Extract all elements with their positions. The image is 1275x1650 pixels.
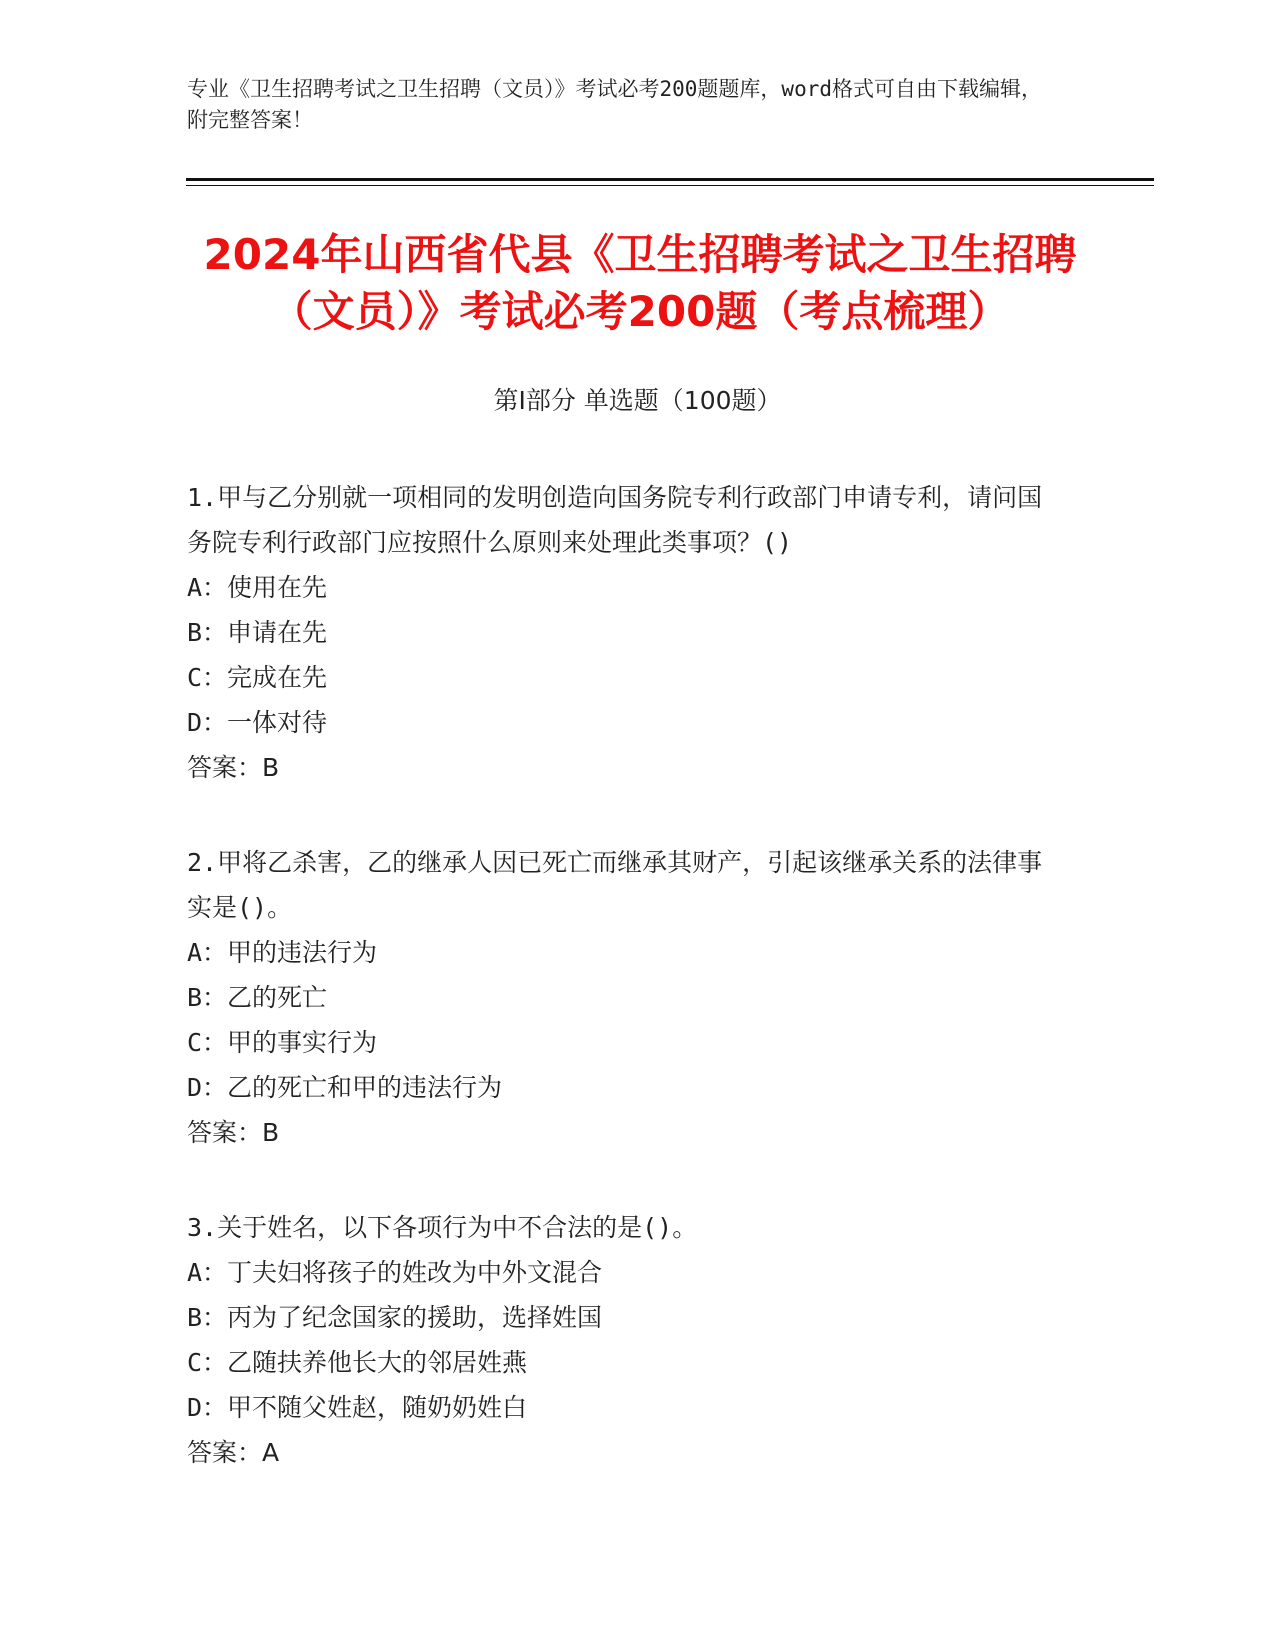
option-d: D：甲不随父姓赵，随奶奶姓白 — [187, 1393, 528, 1422]
option-c: C：完成在先 — [187, 663, 328, 692]
answer: 答案：B — [187, 1118, 280, 1147]
question-2 — [187, 840, 1067, 1155]
question-stem: 2.甲将乙杀害，乙的继承人因已死亡而继承其财产，引起该继承关系的法律事实是()。 — [187, 848, 1043, 922]
option-b: B：乙的死亡 — [187, 983, 328, 1012]
question-1 — [187, 475, 1067, 790]
option-b: B：申请在先 — [187, 618, 328, 647]
question-stem: 1.甲与乙分别就一项相同的发明创造向国务院专利行政部门申请专利，请问国务院专利行政部门应按照什么原则来处理此类事项？() — [187, 483, 1043, 557]
answer: 答案：A — [187, 1438, 280, 1467]
option-a: A：使用在先 — [187, 573, 328, 602]
answer: 答案：B — [187, 753, 280, 782]
option-d: D：乙的死亡和甲的违法行为 — [187, 1073, 503, 1102]
option-a: A：丁夫妇将孩子的姓改为中外文混合 — [187, 1258, 603, 1287]
question-3 — [187, 1205, 1067, 1475]
header-note: 专业《卫生招聘考试之卫生招聘（文员）》考试必考200题题库，word格式可自由下载编辑，附完整答案！ — [187, 77, 1042, 132]
option-a: A：甲的违法行为 — [187, 938, 378, 967]
question-list — [187, 475, 1067, 1525]
option-c: C：乙随扶养他长大的邻居姓燕 — [187, 1348, 528, 1377]
question-stem: 3.关于姓名，以下各项行为中不合法的是()。 — [187, 1213, 698, 1242]
document-title: 2024年山西省代县《卫生招聘考试之卫生招聘（文员）》考试必考200题（考点梳理） — [203, 230, 1077, 336]
option-c: C：甲的事实行为 — [187, 1028, 378, 1057]
section-title: 第I部分 单选题（100题） — [493, 386, 782, 415]
header-rule-thick — [186, 178, 1154, 181]
header-rule-thin — [186, 185, 1154, 186]
option-b: B：丙为了纪念国家的援助，选择姓国 — [187, 1303, 603, 1332]
option-d: D：一体对待 — [187, 708, 328, 737]
